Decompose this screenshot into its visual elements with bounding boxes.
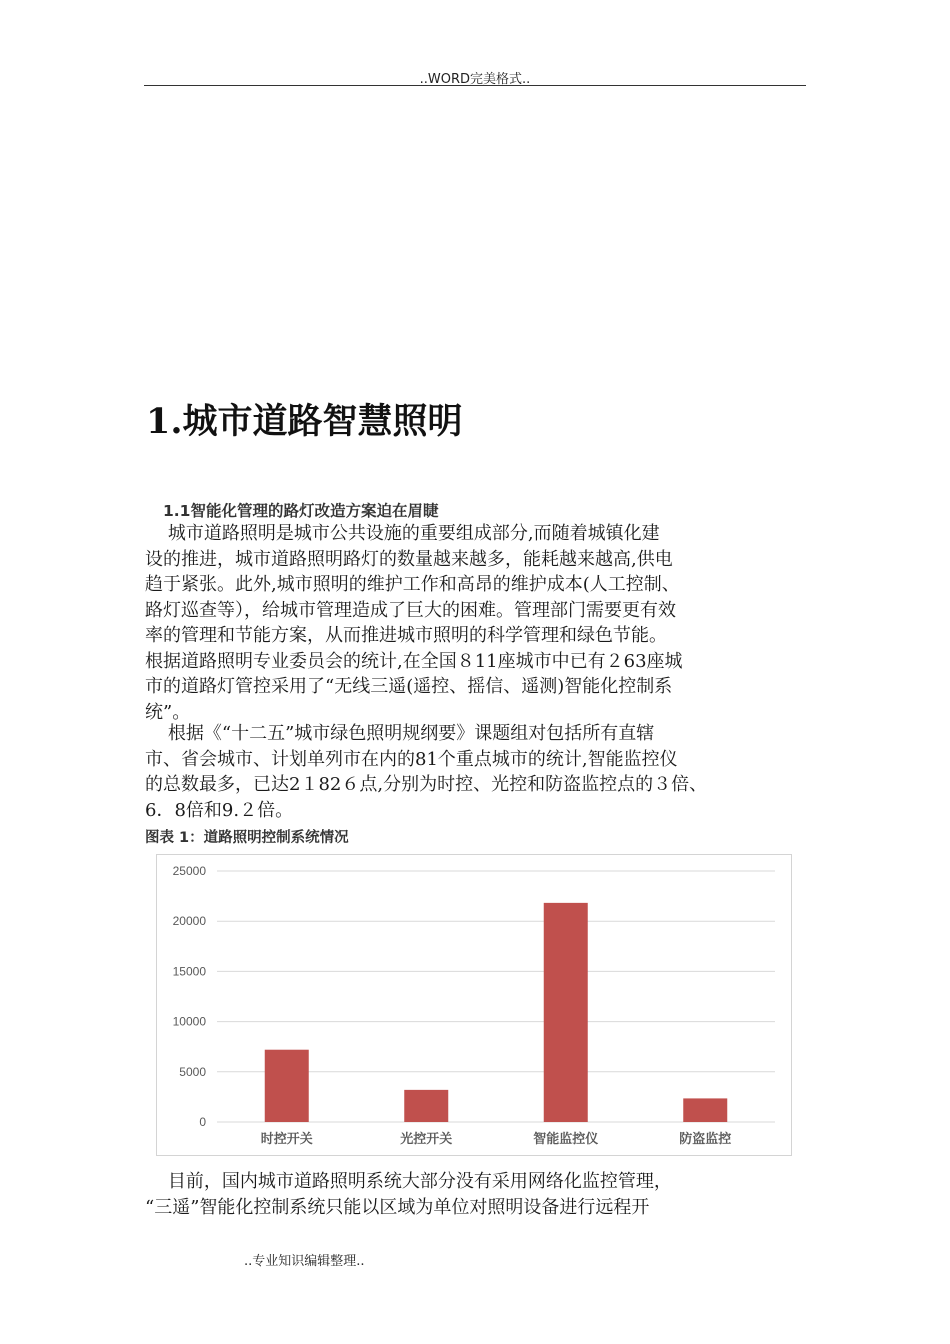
x-tick-label: 防盗监控 (679, 1132, 732, 1147)
bar (265, 1050, 309, 1122)
y-tick-label: 20000 (172, 914, 206, 929)
y-tick-label: 10000 (172, 1014, 206, 1029)
bar-chart-svg (157, 855, 791, 1155)
page-header: ..WORD完美格式.. (419, 72, 531, 87)
page-footer: ..专业知识编辑整理.. (244, 1254, 365, 1269)
y-tick-label: 0 (199, 1115, 206, 1129)
paragraph-1: 城市道路照明是城市公共设施的重要组成部分,而随着城镇化建 设的推进，城市道路照明路灯的数量越来越多，能耗越来越高,供电 趋于紧张。此外,城市照明的维护工作和高昂的维护成本(人工控制、 路灯巡查等），给城市管理造成了巨大的困难。管理部门需要更有效 率的管理和节能方案，从而推进城市照明的科学管理和绿色节能。 根据道路照明专业委员会的统计,在全国８11座城市中已有２63座城 市的道路灯管控采用了“无线三遥(遥控、摇信、遥测)智能化控制系 统”。 (145, 523, 683, 723)
y-tick-label: 5000 (179, 1064, 206, 1079)
bar (404, 1090, 448, 1122)
header-rule (144, 85, 806, 86)
x-tick-label: 光控开关 (400, 1132, 453, 1147)
y-tick-label: 15000 (172, 964, 206, 979)
bar (683, 1098, 727, 1122)
bar (544, 903, 588, 1122)
x-tick-label: 时控开关 (260, 1132, 313, 1147)
x-tick-label: 智能监控仪 (533, 1132, 599, 1147)
chapter-title: 1.城市道路智慧照明 (146, 401, 463, 442)
paragraph-2: 根据《“十二五”城市绿色照明规纲要》课题组对包括所有直辖 市、省会城市、计划单列市在内的81个重点城市的统计,智能监控仪 的总数最多，已达2１82６点,分别为时控、光控和防盗监控点的３倍、 6．8倍和9.２倍。 (145, 723, 708, 821)
figure-caption: 图表 1：道路照明控制系统情况 (145, 830, 349, 846)
bar-chart (156, 854, 792, 1156)
section-title: 1.1智能化管理的路灯改造方案迫在眉睫 (163, 502, 439, 520)
y-tick-label: 25000 (172, 864, 206, 878)
paragraph-3: 目前，国内城市道路照明系统大部分没有采用网络化监控管理， “三遥”智能化控制系统只能以区域为单位对照明设备进行远程开 (145, 1171, 672, 1218)
